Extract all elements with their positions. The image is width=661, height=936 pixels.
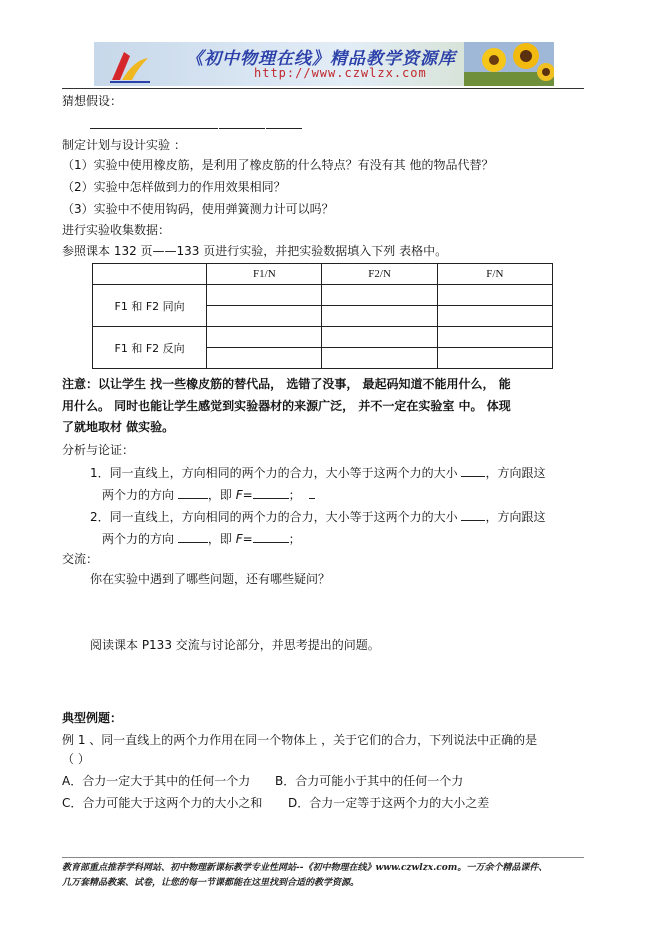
table-cell[interactable]: [207, 327, 322, 348]
footer-line-2: 几万套精品教案、试卷，让您的每一节课都能在这里找到合适的教学资源。: [62, 878, 360, 888]
collect-heading: 进行实验收集数据：: [62, 223, 171, 237]
analysis-item-2-text: 两个力的方向: [102, 532, 175, 546]
table-cell[interactable]: [322, 306, 437, 327]
blank-direction[interactable]: [178, 531, 208, 543]
note-line-1: 注意：以让学生 找一些橡皮筋的替代品， 选错了没事， 最起码知道不能用什么， 能: [62, 377, 511, 391]
table-cell[interactable]: [322, 348, 437, 369]
collect-instruction: 参照课本 132 页——133 页进行实验，并把实验数据填入下列 表格中。: [62, 244, 448, 258]
analysis-item-2-text: 2．同一直线上，方向相同的两个力的合力，大小等于这两个力的大小: [90, 510, 458, 524]
blank-formula[interactable]: [253, 487, 289, 499]
experiment-data-table: [92, 263, 553, 369]
force-symbol: F=: [235, 488, 253, 502]
table-row: [93, 285, 553, 306]
table-header-row: [93, 264, 553, 285]
plan-question-1: （1）实验中使用橡皮筋，是利用了橡皮筋的什么特点？有没有其 他的物品代替？: [62, 158, 494, 172]
example-1-answer-brackets: （ ）: [62, 752, 90, 766]
analysis-item-2-text: ，即: [207, 532, 232, 546]
sunflower-icon: [464, 42, 554, 86]
examples-heading: 典型例题：: [62, 711, 123, 725]
exchange-question: 你在实验中遇到了哪些问题，还有哪些疑问？: [90, 572, 331, 586]
analysis-item-2-line-1: [90, 509, 545, 524]
table-cell[interactable]: [322, 327, 437, 348]
example-1-option-d: D．合力一定等于这两个力的大小之差: [288, 796, 490, 810]
row-label-opposite-direction: F1 和 F2 反向: [93, 327, 207, 369]
analysis-item-1-text: 两个力的方向: [102, 488, 175, 502]
banner-title: 《初中物理在线》精品教学资源库: [186, 49, 456, 69]
table-cell[interactable]: [322, 285, 437, 306]
footer-rule: [62, 857, 584, 858]
table-header-cell: [93, 264, 207, 285]
header-rule: [62, 88, 584, 89]
analysis-item-1-text: 1．同一直线上，方向相同的两个力的合力，大小等于这两个力的大小: [90, 466, 458, 480]
table-row: [93, 327, 553, 348]
reading-instruction: 阅读课本 P133 交流与讨论部分，并思考提出的问题。: [90, 638, 380, 652]
plan-heading: 制定计划与设计实验 ：: [62, 138, 186, 152]
table-header-cell: F2/N: [322, 264, 437, 285]
table-header-cell: F1/N: [207, 264, 322, 285]
analysis-heading: 分析与论证：: [62, 443, 135, 457]
blank-extra[interactable]: [309, 487, 315, 499]
table-cell[interactable]: [437, 306, 552, 327]
banner-url[interactable]: http://www.czwlzx.com: [254, 66, 427, 80]
site-logo-icon: [104, 46, 154, 84]
plan-question-3: （3）实验中不使用钩码，使用弹簧测力计可以吗？: [62, 202, 334, 216]
blank-magnitude[interactable]: [461, 465, 485, 477]
analysis-item-2-line-2: [102, 531, 301, 546]
analysis-item-2-text: ，方向跟这: [485, 510, 546, 524]
analysis-item-2-text: ；: [288, 532, 301, 546]
example-1-option-a: A．合力一定大于其中的任何一个力: [62, 774, 251, 788]
blank-formula[interactable]: [253, 531, 289, 543]
analysis-item-1-text: ；: [288, 488, 301, 502]
blank-magnitude[interactable]: [461, 509, 485, 521]
table-cell[interactable]: [437, 348, 552, 369]
example-1-option-c: C．合力可能大于这两个力的大小之和: [62, 796, 263, 810]
analysis-item-1-text: ，方向跟这: [485, 466, 546, 480]
header-banner: [94, 42, 554, 86]
table-cell[interactable]: [207, 348, 322, 369]
analysis-item-1-line-2: [102, 487, 315, 502]
blank-direction[interactable]: [178, 487, 208, 499]
table-cell[interactable]: [437, 285, 552, 306]
exchange-heading: 交流：: [62, 552, 99, 566]
example-1-option-b: B．合力可能小于其中的任何一个力: [275, 774, 464, 788]
hypothesis-heading: 猜想假设：: [62, 94, 123, 108]
table-cell[interactable]: [437, 327, 552, 348]
note-line-3: 了就地取材 做实验。: [62, 420, 175, 434]
analysis-item-1-line-1: [90, 465, 545, 480]
table-header-cell: F/N: [437, 264, 552, 285]
plan-question-2: （2）实验中怎样做到力的作用效果相同？: [62, 180, 286, 194]
force-symbol: F=: [235, 532, 253, 546]
note-line-2: 用什么。 同时也能让学生感觉到实验器材的来源广泛， 并不一定在实验室 中。 体现: [62, 399, 511, 413]
analysis-item-1-text: ，即: [207, 488, 232, 502]
footer-line-1: 教育部重点推荐学科网站、初中物理新课标教学专业性网站--《初中物理在线》www.czwlzx.com。一万余个精品课件、: [62, 863, 548, 873]
table-cell[interactable]: [207, 285, 322, 306]
row-label-same-direction: F1 和 F2 同向: [93, 285, 207, 327]
footer: [62, 861, 602, 891]
table-cell[interactable]: [207, 306, 322, 327]
hypothesis-answer-line[interactable]: [90, 114, 303, 133]
example-1-stem: 例 1 、同一直线上的两个力作用在同一个物体上 ，关于它们的合力，下列说法中正确的是: [62, 733, 538, 747]
